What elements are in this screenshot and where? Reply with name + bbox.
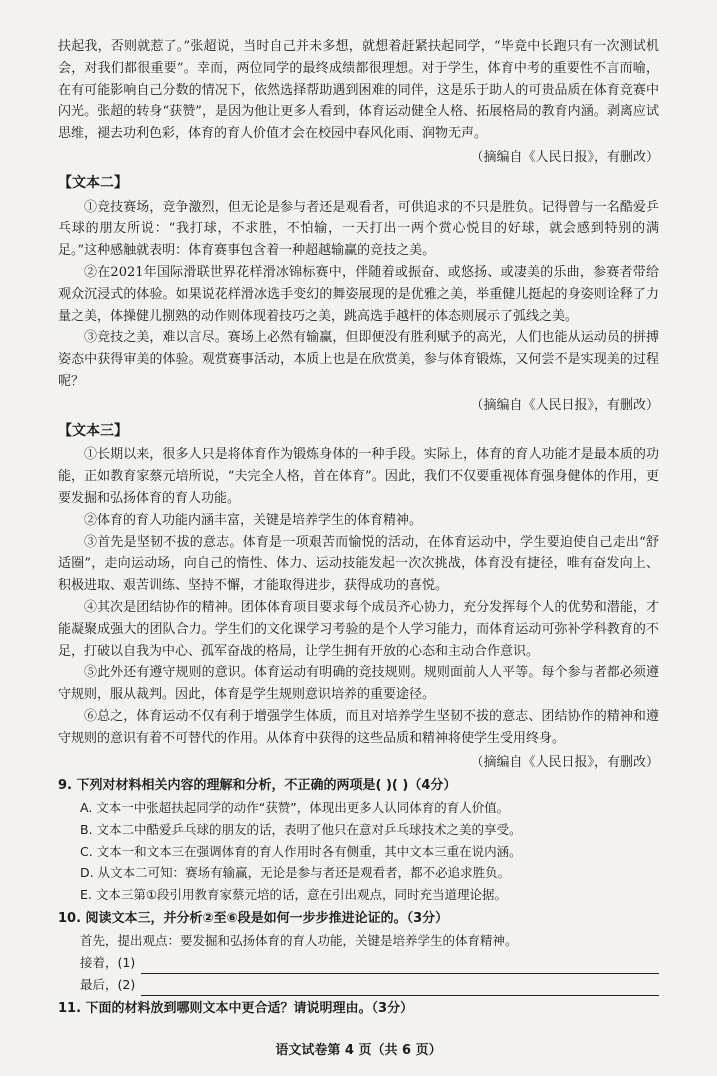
text2-paragraph-1: ①竞技赛场，竞争激烈，但无论是参与者还是观看者，可供追求的不只是胜负。记得曾与一名酷爱乒乓球的朋友所说：“我打球，不求胜，不怕输，一天打出一两个赏心悦目的好球，就会感到特别的满足。”这种感触就表明：体育赛事包含着一种超越输赢的竞技之美。: [58, 199, 659, 259]
question-11-title: 11. 下面的材料放到哪则文本中更合适？请说明理由。（3分）: [58, 1000, 414, 1016]
text3-paragraph-2: ②体育的育人功能内涵丰富，关键是培养学生的体育精神。: [84, 512, 423, 528]
text3-paragraph-1: ①长期以来，很多人只是将体育作为锻炼身体的一种手段。实际上，体育的育人功能才是最本质的功能，正如教育家蔡元培所说，“夫完全人格，首在体育”。因此，我们不仅要重视体育强身健体的作用，更要发掘和弘扬体育的育人功能。: [58, 447, 659, 506]
question-9-option-d: D. 从文本二可知：赛场有输赢，无论是参与者还是观看者，都不必追求胜负。: [80, 865, 511, 881]
question-10: [58, 908, 659, 996]
question-11: [58, 998, 659, 1020]
text3-source: （摘编自《人民日报》，有删改）: [470, 754, 659, 770]
question-10-answer-2[interactable]: [58, 974, 659, 996]
question-10-answer-1[interactable]: [58, 952, 659, 974]
question-9-title: 9. 下列对材料相关内容的理解和分析，不正确的两项是( )( )（4分）: [58, 778, 457, 794]
text2-source: （摘编自《人民日报》，有删改）: [470, 397, 659, 413]
text2-heading: 【文本二】: [58, 174, 128, 191]
text1-tail-paragraph: 扶起我，否则就惹了。”张超说，当时自己并未多想，就想着赶紧扶起同学，“毕竟中长跑只有一次测试机会，对我们都很重要”。幸而，两位同学的最终成绩都很理想。对于学生，体育中考的重要性不言而喻，在有可能影响自己分数的情况下，依然选择帮助遇到困难的同伴，这是乐于助人的可贵品质在体育竞赛中闪光。张超的转身“获赞”，是因为他让更多人看到，体育运动健全人格、拓展格局的教育内涵。剥离应试思维，褪去功利色彩，体育的育人价值才会在校园中春风化雨、润物无声。: [58, 39, 659, 142]
text3-paragraph-4: ④其次是团结协作的精神。团体体育项目要求每个成员齐心协力，充分发挥每个人的优势和潜能，才能凝聚成强大的团队合力。学生们的文化课学习考验的是个人学习能力，而体育运动可弥补学科教育的不足，打破以自我为中心、孤军奋战的格局，让学生拥有开放的心态和主动合作意识。: [58, 599, 659, 659]
text3-paragraph-6: ⑥总之，体育运动不仅有利于增强学生体质，而且对培养学生坚韧不拔的意志、团结协作的精神和遵守规则的意识有着不可替代的作用。从体育中获得的这些品质和精神将使学生受用终身。: [58, 708, 659, 746]
text2-paragraph-3: ③竞技之美，难以言尽。赛场上必然有输赢，但即便没有胜利赋予的高光，人们也能从运动员的拼搏姿态中获得审美的体验。观赏赛事活动，本质上也是在欣赏美，参与体育锻炼，又何尝不是实现美的过程呢？: [58, 330, 659, 389]
text2-paragraph-2: ②在2021年国际滑联世界花样滑冰锦标赛中，伴随着或振奋、或悠扬、或凄美的乐曲，参赛者带给观众沉浸式的体验。如果说花样滑冰选手变幻的舞姿展现的是优雅之美，举重健儿挺起的身姿则诠释了力量之美，体操健儿捌熟的动作则体现着技巧之美，跳高选手越杆的体态则展示了弧线之美。: [58, 264, 659, 324]
text1-source: （摘编自《人民日报》，有删改）: [470, 149, 659, 165]
question-10-last-label: 最后，(2): [80, 976, 136, 992]
question-9-option-e: E. 文本三第①段引用教育家蔡元培的话，意在引出观点，同时充当道理论据。: [80, 887, 508, 903]
question-9-option-b: B. 文本二中酷爱乒乓球的朋友的话，表明了他只在意对乒乓球技术之美的享受。: [80, 821, 522, 837]
question-10-next-label: 接着，(1): [80, 954, 136, 970]
question-10-first: 首先，提出观点：要发掘和弘扬体育的育人功能，关键是培养学生的体育精神。: [80, 932, 518, 948]
answer-blank-2[interactable]: [141, 981, 659, 996]
question-9: [58, 775, 659, 906]
text3-paragraph-5: ⑤此外还有遵守规则的意识。体育运动有明确的竞技规则。规则面前人人平等。每个参与者都必须遵守规则，服从裁判。因此，体育是学生规则意识培养的重要途径。: [58, 665, 659, 703]
answer-blank-1[interactable]: [141, 959, 659, 974]
question-10-title: 10. 阅读文本三，并分析②至⑥段是如何一步步推进论证的。（3分）: [58, 911, 449, 927]
text3-heading: 【文本三】: [58, 422, 128, 439]
text3-paragraph-3: ③首先是坚韧不拔的意志。体育是一项艰苦而愉悦的活动，在体育运动中，学生要迫使自己走出“舒适圈”，走向运动场，向自己的惰性、体力、运动技能发起一次次挑战，体育没有捷径，唯有奋发向上、积极进取、艰苦训练、坚持不懈，才能取得进步，获得成功的喜悦。: [58, 534, 659, 594]
question-9-option-a: A. 文本一中张超扶起同学的动作“获赞”，体现出更多人认同体育的育人价值。: [80, 800, 510, 816]
question-9-option-c: C. 文本一和文本三在强调体育的育人作用时各有侧重，其中文本三重在说内涵。: [80, 843, 522, 859]
page-footer: 语文试卷第 4 页（共 6 页）: [275, 1043, 442, 1058]
